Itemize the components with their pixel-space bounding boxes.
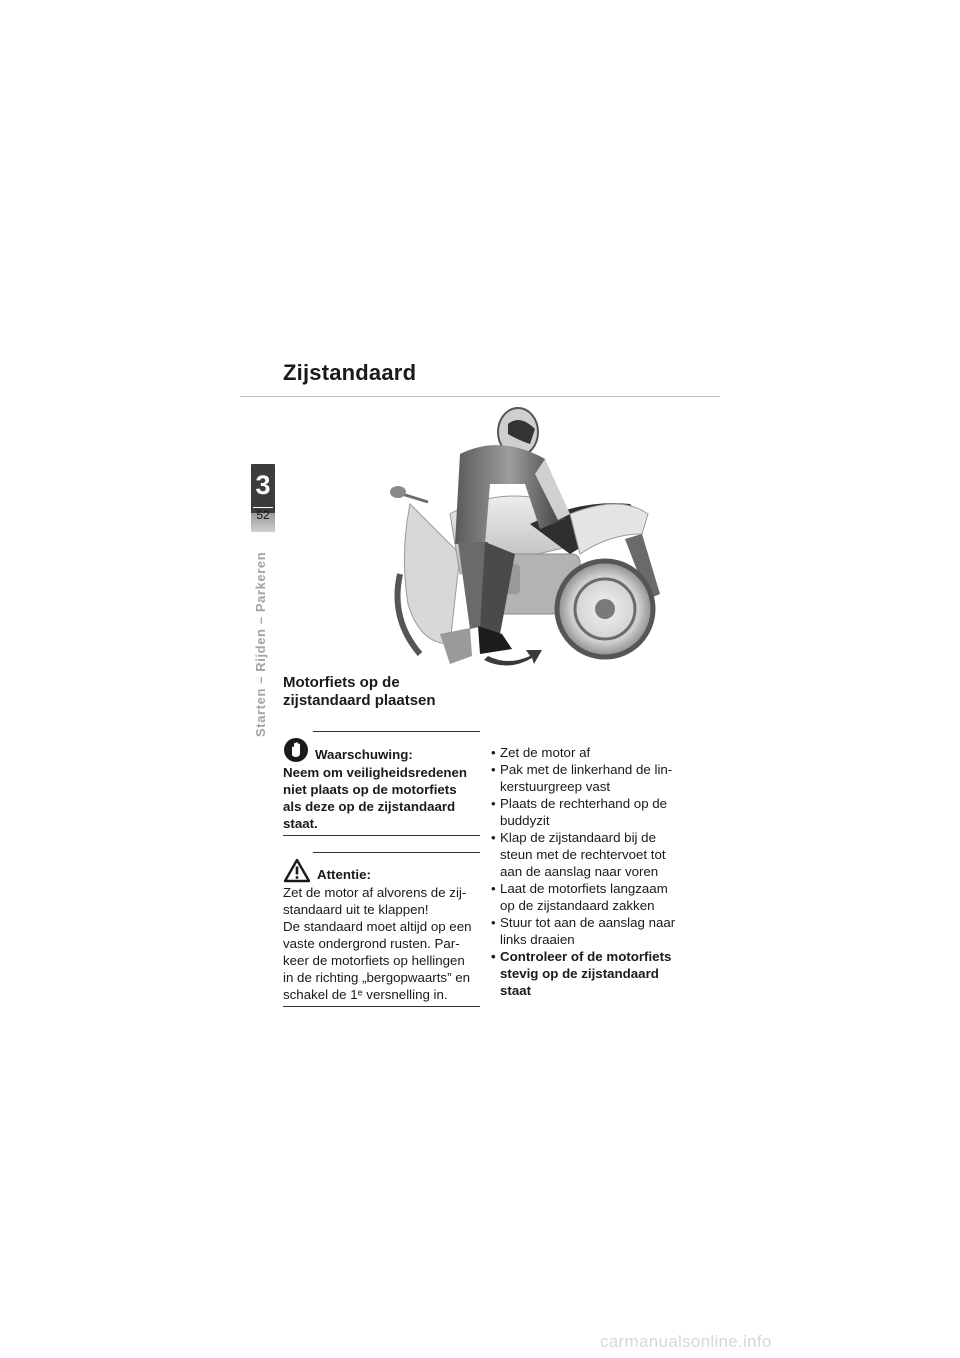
warning-text	[283, 764, 480, 832]
caution-text	[283, 884, 480, 1003]
title-divider	[240, 396, 720, 397]
caution-notice	[283, 852, 480, 1007]
list-item: • Pak met de linkerhand de lin- kerstuurgreep vast	[491, 762, 673, 794]
caution-line: schakel de 1ᵉ versnelling in.	[283, 987, 448, 1002]
warning-line: Neem om veiligheidsredenen	[283, 765, 468, 780]
mirror-part	[390, 486, 428, 502]
notice-bottom-rule	[283, 835, 480, 836]
section-heading-line: Motorfiets op de	[283, 674, 400, 691]
section-heading-line: zijstandaard plaatsen	[283, 692, 436, 709]
page-number: 52	[256, 508, 270, 522]
caution-line: Zet de motor af alvorens de zij-	[283, 885, 467, 900]
notice-top-rule	[313, 731, 480, 732]
list-item: • Klap de zijstandaard bij de steun met de rechtervoet tot aan de aanslag naar voren	[491, 830, 666, 879]
watermark-link[interactable]: carmanualsonline.info	[600, 1332, 772, 1351]
caution-line: keer de motorfiets op hellingen	[283, 953, 465, 968]
caution-line: De standaard moet altijd op een	[283, 919, 472, 934]
motorcycle-sidestand-illustration	[380, 404, 680, 670]
chapter-number: 3	[255, 470, 271, 500]
caution-line: vaste ondergrond rusten. Par-	[283, 936, 460, 951]
section-heading	[283, 674, 503, 710]
rear-wheel	[557, 561, 653, 657]
list-item: • Controleer of de motorfiets stevig op de zijstandaard staat	[491, 949, 672, 998]
list-item: • Stuur tot aan de aanslag naar links draaien	[491, 915, 676, 947]
warning-line: niet plaats op de motorfiets	[283, 782, 457, 797]
list-item: • Zet de motor af	[491, 745, 591, 760]
caution-line: standaard uit te klappen!	[283, 902, 429, 917]
page-title: Zijstandaard	[283, 360, 417, 385]
chapter-title-vertical: Starten – Rijden – Parkeren	[253, 551, 268, 737]
warning-label: Waarschuwing:	[315, 747, 413, 762]
hand-stop-icon	[283, 737, 309, 763]
caution-label: Attentie:	[317, 867, 371, 882]
warning-notice	[283, 731, 480, 836]
caution-line: in de richting „bergopwaarts” en	[283, 970, 470, 985]
notice-bottom-rule	[283, 1006, 480, 1007]
rotation-arrow-icon	[484, 650, 542, 666]
notice-top-rule	[313, 852, 480, 853]
warning-line: als deze op de zijstandaard	[283, 799, 456, 814]
warning-line: staat.	[283, 816, 318, 831]
steps-list	[491, 744, 701, 999]
list-item: • Plaats de rechterhand op de buddyzit	[491, 796, 668, 828]
list-item: • Laat de motorfiets langzaam op de zijstandaard zakken	[491, 881, 668, 913]
warning-triangle-icon	[283, 858, 311, 883]
